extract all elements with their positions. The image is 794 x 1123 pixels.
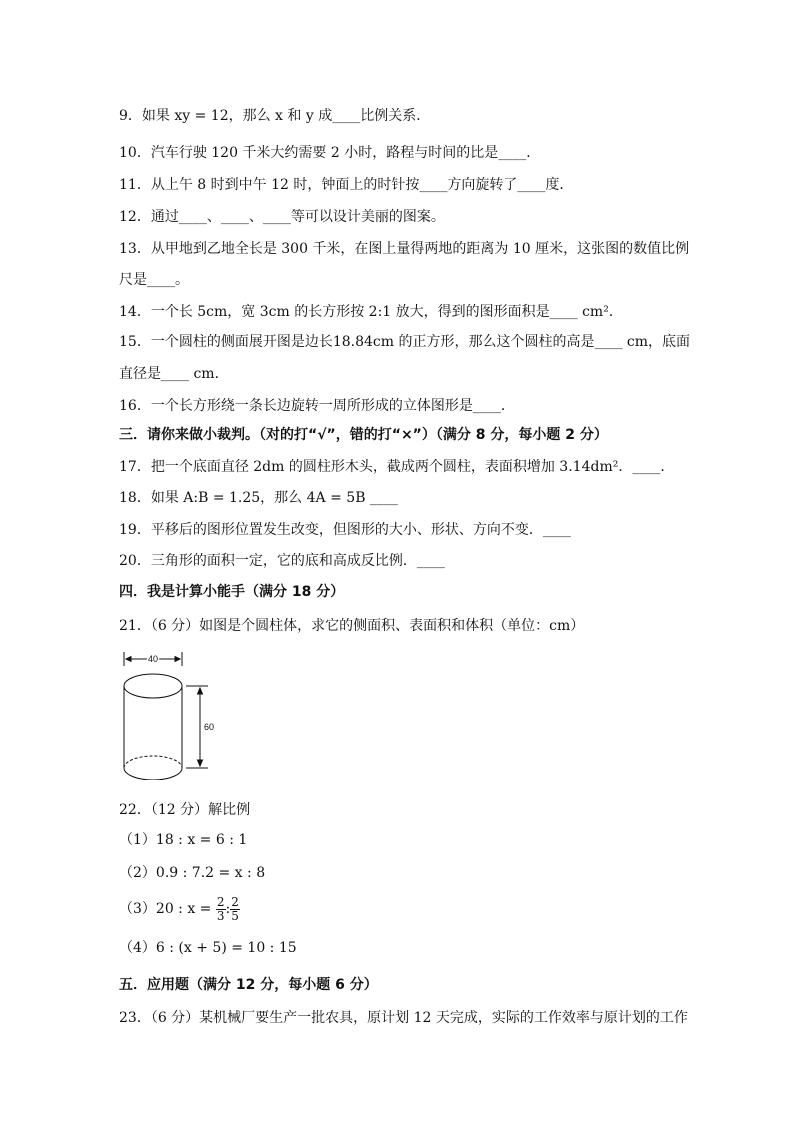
question-15: 15．一个圆柱的侧面展开图是边长18.84cm 的正方形，那么这个圆柱的高是____ cm，底面 bbox=[119, 334, 691, 350]
question-10: 10．汽车行驶 120 千米大约需要 2 小时，路程与时间的比是____． bbox=[119, 145, 541, 161]
question-13-cont: 尺是____。 bbox=[119, 272, 189, 288]
question-9: 9．如果 xy = 12，那么 x 和 y 成____比例关系． bbox=[119, 108, 431, 124]
ratio-colon: : bbox=[225, 901, 231, 917]
equation-4: （4）6 : (x + 5) = 10 : 15 bbox=[119, 940, 297, 956]
question-14: 14．一个长 5cm，宽 3cm 的长方形按 2:1 放大，得到的图形面积是____ cm²． bbox=[119, 304, 623, 320]
equation-3-prefix: （3）20 : x = bbox=[119, 901, 212, 917]
question-23: 23．（6 分）某机械厂要生产一批农具，原计划 12 天完成，实际的工作效率与原计划的工作 bbox=[119, 1010, 688, 1026]
cylinder-figure bbox=[118, 650, 218, 780]
question-21: 21．（6 分）如图是个圆柱体，求它的侧面积、表面积和体积（单位：cm） bbox=[119, 618, 585, 634]
section-3-heading: 三．请你来做小裁判。（对的打“√”，错的打“×”）（满分 8 分，每小题 2 分） bbox=[119, 427, 608, 443]
question-17: 17．把一个底面直径 2dm 的圆柱形木头，截成两个圆柱，表面积增加 3.14dm²．____． bbox=[119, 459, 675, 475]
question-15-cont: 直径是____ cm． bbox=[119, 366, 229, 382]
equation-2: （2）0.9 : 7.2 = x : 8 bbox=[119, 865, 266, 881]
equation-3 bbox=[119, 894, 240, 924]
question-16: 16．一个长方形绕一条长边旋转一周所形成的立体图形是____． bbox=[119, 398, 515, 414]
question-11: 11．从上午 8 时到中午 12 时，钟面上的时针按____方向旋转了____度． bbox=[119, 177, 574, 193]
question-18: 18．如果 A:B = 1.25，那么 4A = 5B ____ bbox=[119, 490, 398, 506]
section-5-heading: 五．应用题（满分 12 分，每小题 6 分） bbox=[119, 977, 378, 993]
section-4-heading: 四．我是计算小能手（满分 18 分） bbox=[119, 584, 345, 600]
question-19: 19．平移后的图形位置发生改变，但图形的大小、形状、方向不变．____ bbox=[119, 522, 571, 538]
equation-1: （1）18 : x = 6 : 1 bbox=[119, 832, 248, 848]
diameter-label: 40 bbox=[147, 654, 159, 664]
question-13: 13．从甲地到乙地全长是 300 千米，在图上量得两地的距离为 10 厘米，这张图的数值比例 bbox=[119, 241, 690, 257]
fraction-two-fifths: $\frac{2}{5}$ bbox=[231, 894, 239, 923]
question-22: 22．（12 分）解比例 bbox=[119, 802, 251, 818]
height-label: 60 bbox=[204, 722, 215, 732]
question-12: 12．通过____、____、____等可以设计美丽的图案。 bbox=[119, 209, 445, 225]
fraction-two-thirds: $\frac{2}{3}$ bbox=[216, 894, 225, 923]
question-20: 20．三角形的面积一定，它的底和高成反比例．____ bbox=[119, 553, 445, 569]
